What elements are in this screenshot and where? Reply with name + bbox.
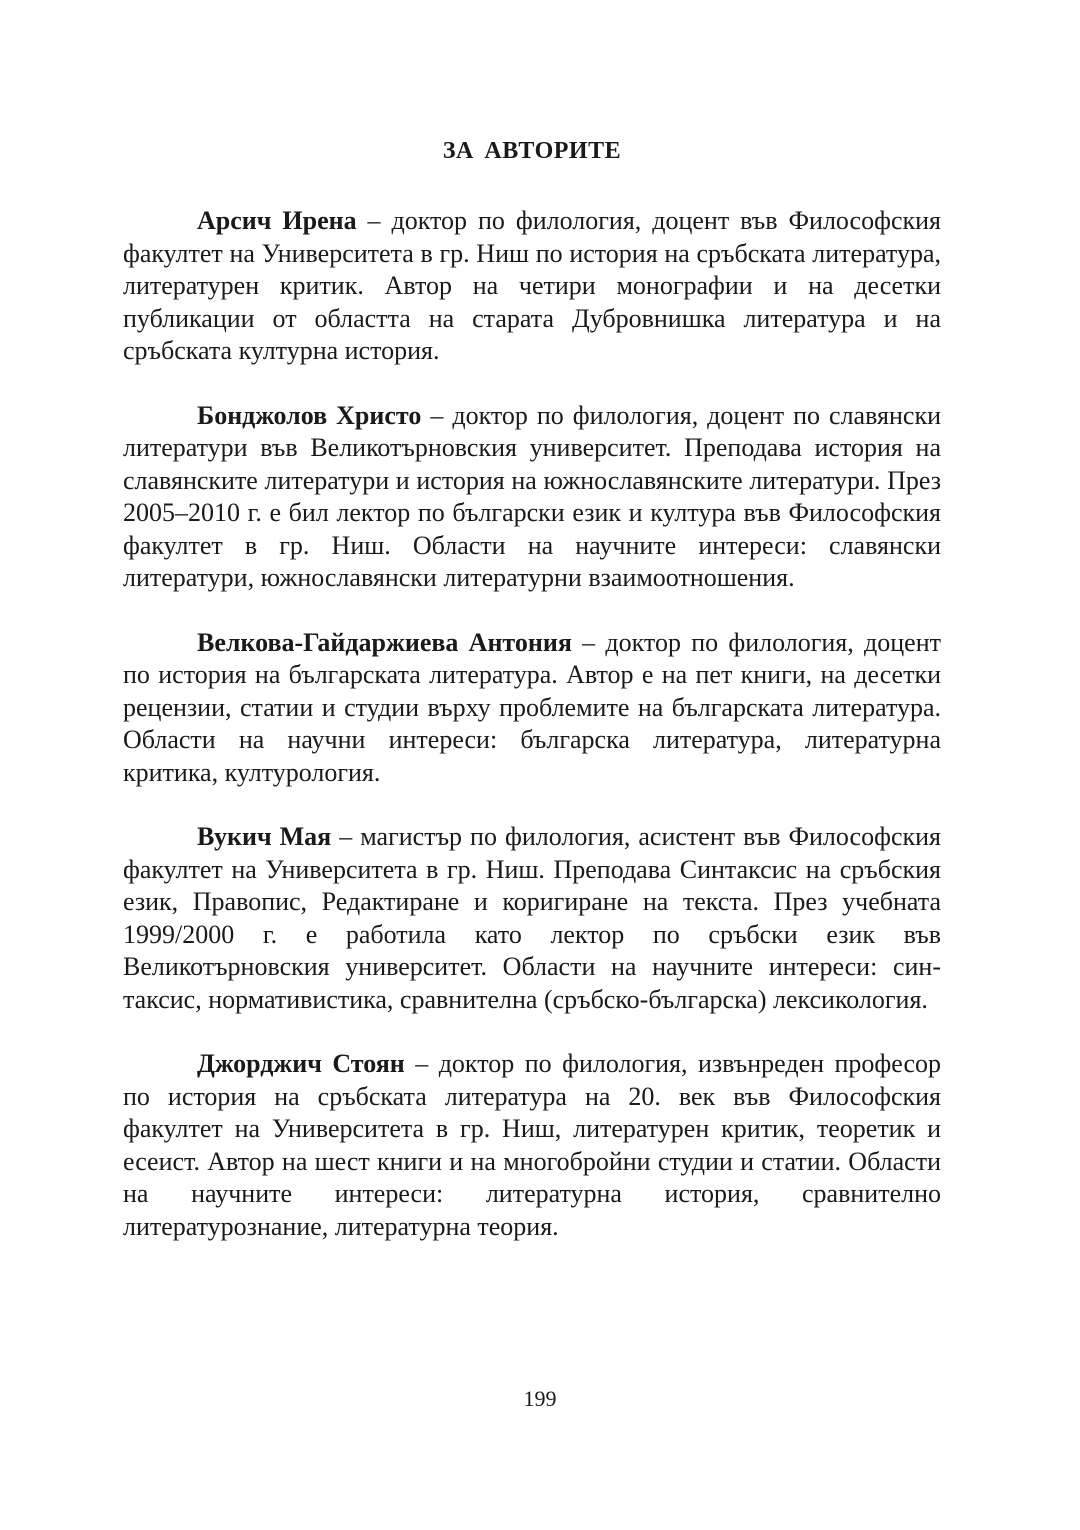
author-bio: – доктор по филология, доцент по славянски литератури във Великотърновския университет. Преподава история на славянските литератури и история на южнославянските литератури. През 2005–2010 г. е бил лектор по български език и култура във Философския факултет в гр. Ниш. Области на научните интереси: славянски литератури, южнославянски литературни взаимоотношения.	[123, 400, 941, 592]
author-name: Джорджич Стоян	[197, 1049, 405, 1078]
page-number: 199	[523, 1386, 557, 1411]
author-bio: – доктор по филология, доцент по история на българската литература. Автор е на пет книги, на десетки рецензии, статии и студии върху проблемите на българската литература. Области на научни интереси: българска литература, литературна критика, културология.	[123, 627, 941, 787]
page-title: ЗА АВТОРИТЕ	[442, 138, 622, 164]
author-entry-djordjic	[123, 1048, 941, 1243]
author-bio: – доктор по филология, доцент във Философския факултет на Университета в гр. Ниш по история на сръбската литература, литературен критик. Автор на четири монографии и на десетки публикации от областта на старата Дубровнишка литература и на сръбската културна история.	[123, 206, 941, 365]
author-entry-velkova	[123, 627, 941, 790]
author-name: Велкова-Гайдаржиева Антония	[197, 627, 572, 657]
author-entry-bondzholov	[123, 400, 941, 595]
author-entry-arsic	[123, 205, 941, 368]
author-bio: – магистър по филология, асистент във Философския факултет на Университета в гр. Ниш. Преподава Синтаксис на сръбския език, Правопис, Редактиране и коригиране на текста. През учебната 1999/2000 г. е работила като лектор по сръбски език във Великотърновския университет. Области на научните интереси: синтаксис, нормативистика, сравнителна (сръбско-българска) лексикология.	[123, 822, 941, 1014]
author-name: Вукич Мая	[197, 822, 332, 851]
author-name: Арсич Ирена	[197, 206, 357, 235]
page-body	[123, 138, 941, 1275]
author-bio: – доктор по филология, извънреден професор по история на сръбската литература на 20. век във Философския факултет на Университета в гр. Ниш, литературен критик, теоретик и есеист. Автор на шест книги и на многобройни студии и статии. Области на научните интереси: литературна история, сравнително литературознание, литературна теория.	[123, 1049, 941, 1241]
author-entry-vukic	[123, 821, 941, 1016]
author-name: Бонджолов Христо	[197, 400, 422, 430]
